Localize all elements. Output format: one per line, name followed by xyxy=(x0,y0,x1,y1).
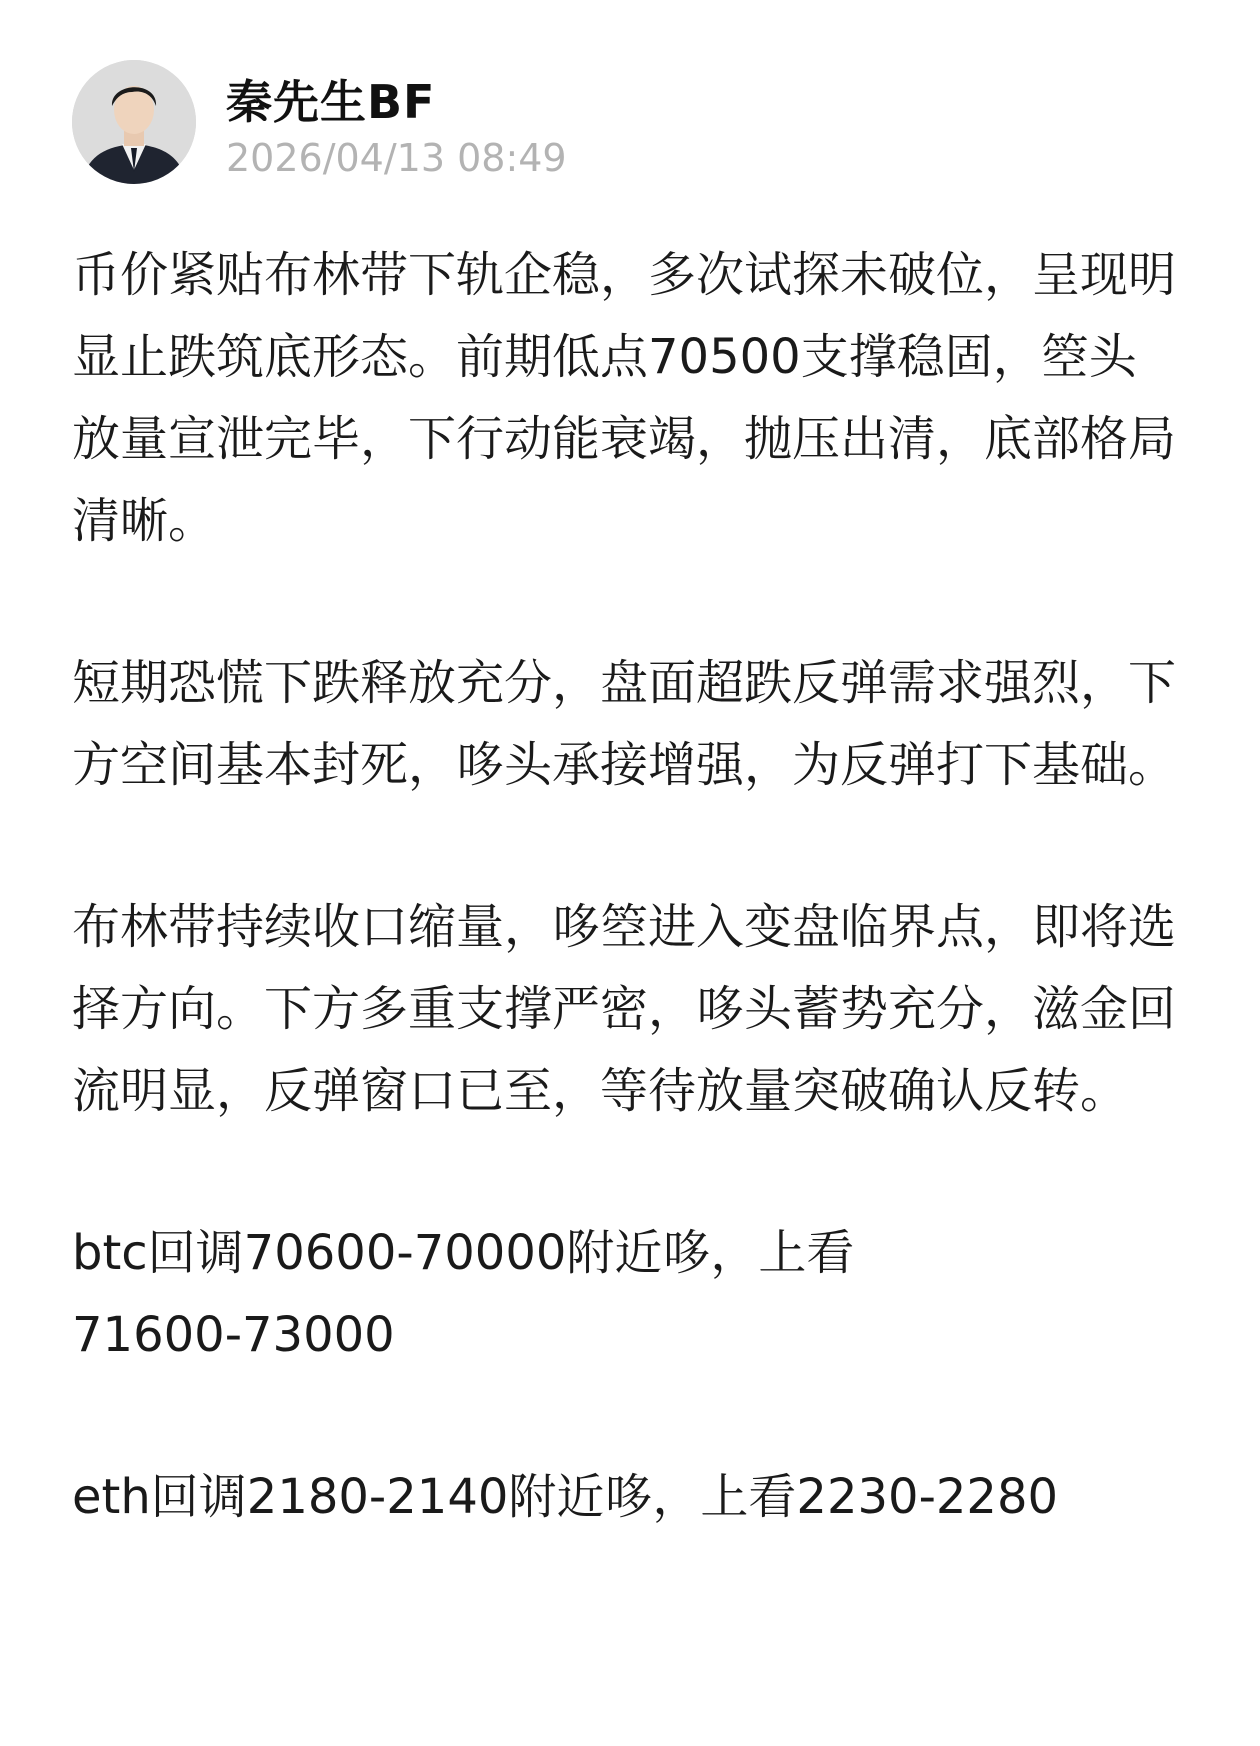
post-body xyxy=(72,234,1182,1538)
user-avatar[interactable] xyxy=(72,60,196,184)
post-paragraph: 布林带持续收口缩量，哆箜进入变盘临界点，即将选择方向。下方多重支撑严密，哆头蓄势充分，滋金回流明显，反弹窗口已至，等待放量突破确认反转。 xyxy=(72,899,1177,1119)
post-paragraph: 币价紧贴布林带下轨企稳，多次试探未破位，呈现明显止跌筑底形态。前期低点70500支撑稳固，箜头放量宣泄完毕，下行动能衰竭，抛压出清，底部格局清晰。 xyxy=(72,247,1177,549)
post-paragraph-eth-call: eth回调2180-2140附近哆，上看2230-2280 xyxy=(72,1469,1059,1525)
author-name[interactable]: 秦先生BF xyxy=(226,75,436,129)
post-paragraph: 短期恐慌下跌释放充分，盘面超跌反弹需求强烈，下方空间基本封死，哆头承接增强，为反弹打下基础。 xyxy=(72,655,1177,793)
post-paragraph-btc-call: btc回调70600-70000附近哆，上看 71600-73000 xyxy=(72,1225,855,1363)
avatar-portrait-icon xyxy=(72,60,196,184)
post-header xyxy=(72,60,1172,190)
post-timestamp: 2026/04/13 08:49 xyxy=(226,136,567,180)
